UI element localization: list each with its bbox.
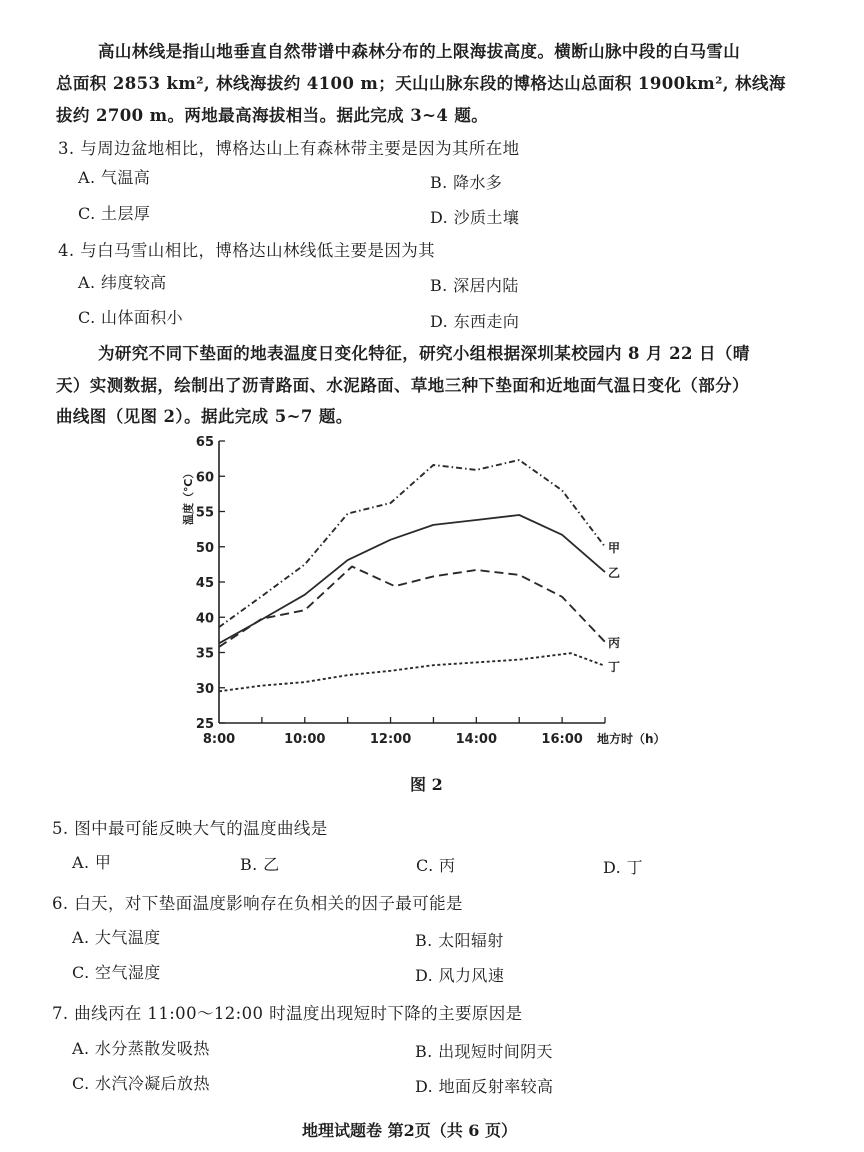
series-label: 甲: [608, 540, 621, 555]
question-4-option-c: C. 山体面积小: [78, 308, 184, 327]
question-6-option-d: D. 风力风速: [415, 966, 505, 985]
question-3-option-d: D. 沙质土壤: [430, 208, 520, 227]
x-tick-label: 16:00: [541, 732, 583, 747]
question-5-option-b: B. 乙: [240, 855, 280, 874]
series-label: 乙: [608, 566, 621, 581]
question-4-option-d: D. 东西走向: [430, 312, 520, 331]
y-tick-label: 25: [195, 717, 214, 732]
question-3-option-c: C. 土层厚: [78, 204, 151, 223]
intro-line-3: 拔约 2700 m。两地最高海拔相当。据此完成 3~4 题。: [56, 106, 489, 125]
intro2-line-3: 曲线图（见图 2）。据此完成 5~7 题。: [56, 407, 353, 426]
chart-series: [219, 460, 605, 691]
y-tick-label: 40: [195, 611, 214, 627]
question-5-option-a: A. 甲: [72, 853, 112, 872]
temperature-line-chart: [170, 425, 710, 755]
x-tick-label: 8:00: [202, 732, 236, 747]
question-7-option-b: B. 出现短时间阴天: [415, 1042, 553, 1061]
chart-axes: [181, 435, 666, 747]
question-4-stem: 4. 与白马雪山相比，博格达山林线低主要是因为其: [58, 241, 436, 260]
x-tick-label: 14:00: [455, 732, 498, 747]
y-tick-label: 30: [195, 681, 214, 697]
x-axis-label: 地方时（h）: [597, 732, 666, 746]
figure-caption: 图 2: [410, 775, 443, 794]
question-7-option-a: A. 水分蒸散发吸热: [72, 1039, 210, 1058]
series-line-1: [219, 460, 605, 627]
series-line-2: [219, 515, 605, 643]
y-tick-label: 60: [195, 470, 214, 486]
intro-line-1: 高山林线是指山地垂直自然带谱中森林分布的上限海拔高度。横断山脉中段的白马雪山: [98, 42, 741, 61]
question-5-stem: 5. 图中最可能反映大气的温度曲线是: [52, 819, 328, 838]
question-6-stem: 6. 白天，对下垫面温度影响存在负相关的因子最可能是: [52, 894, 463, 913]
y-axis-label: 温度（℃）: [182, 467, 195, 525]
question-3-option-a: A. 气温高: [78, 168, 151, 187]
question-7-stem: 7. 曲线丙在 11:00～12:00 时温度出现短时下降的主要原因是: [52, 1004, 523, 1023]
series-line-3: [219, 567, 605, 647]
y-tick-label: 35: [195, 646, 214, 662]
series-line-4: [219, 653, 605, 691]
question-3-option-b: B. 降水多: [430, 173, 503, 192]
intro2-line-1: 为研究不同下垫面的地表温度日变化特征，研究小组根据深圳某校园内 8 月 22 日（晴: [98, 344, 750, 363]
x-tick-label: 12:00: [369, 732, 412, 747]
intro-line-2: 总面积 2853 km², 林线海拔约 4100 m；天山山脉东段的博格达山总面积 1900km², 林线海: [56, 74, 786, 93]
question-5-option-d: D. 丁: [603, 858, 644, 877]
y-tick-label: 55: [195, 505, 214, 521]
question-7-option-d: D. 地面反射率较高: [415, 1077, 554, 1096]
chart-labels: [608, 541, 620, 674]
y-tick-label: 50: [195, 540, 214, 556]
page-footer: 地理试题卷 第2页（共 6 页）: [302, 1121, 517, 1140]
x-tick-label: 10:00: [284, 732, 326, 747]
question-4-option-a: A. 纬度较高: [78, 273, 167, 292]
question-3-stem: 3. 与周边盆地相比，博格达山上有森林带主要是因为其所在地: [58, 139, 520, 158]
question-6-option-c: C. 空气湿度: [72, 963, 161, 982]
question-5-option-c: C. 丙: [416, 856, 456, 875]
y-tick-label: 65: [195, 435, 214, 450]
intro2-line-2: 天）实测数据，绘制出了沥青路面、水泥路面、草地三种下垫面和近地面气温日变化（部分）: [56, 376, 749, 395]
series-label: 丁: [608, 659, 621, 674]
question-4-option-b: B. 深居内陆: [430, 276, 519, 295]
question-6-option-a: A. 大气温度: [72, 928, 161, 947]
question-6-option-b: B. 太阳辐射: [415, 931, 504, 950]
y-tick-label: 45: [195, 576, 214, 591]
series-label: 丙: [608, 635, 621, 650]
question-7-option-c: C. 水汽冷凝后放热: [72, 1074, 210, 1093]
